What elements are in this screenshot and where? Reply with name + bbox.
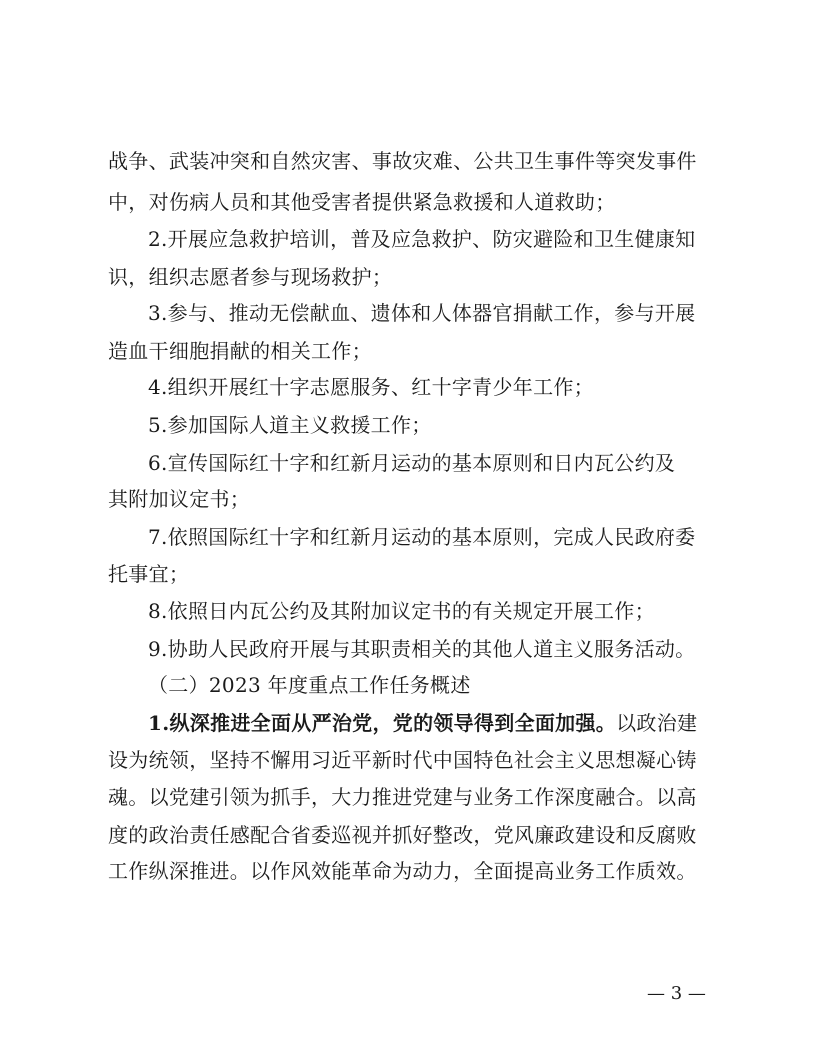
- text-line: [0, 486, 816, 512]
- text-line: [0, 189, 816, 215]
- text-line: [0, 226, 816, 252]
- page-number: — 3 —: [647, 983, 706, 1004]
- section-heading: [0, 672, 816, 698]
- text-line: [0, 747, 816, 773]
- text-line: [0, 412, 816, 438]
- line-text: 3.参与、推动无偿献血、遗体和人体器官捐献工作，参与开展: [148, 301, 696, 325]
- line-text: 中，对伤病人员和其他受害者提供紧急救援和人道救助；: [108, 190, 616, 214]
- text-line: [0, 822, 816, 848]
- line-text: 5.参加国际人道主义救援工作；: [148, 413, 432, 437]
- line-text: 9.协助人民政府开展与其职责相关的其他人道主义服务活动。: [148, 637, 696, 661]
- line-text: 识，组织志愿者参与现场救护；: [108, 265, 393, 289]
- line-text: 6.宣传国际红十字和红新月运动的基本原则和日内瓦公约及: [148, 451, 676, 475]
- line-text: 2.开展应急救护培训，普及应急救护、防灾避险和卫生健康知: [148, 227, 696, 251]
- text-line: [0, 450, 816, 476]
- text-line: [0, 561, 816, 587]
- text-line: [0, 374, 816, 400]
- text-line: [0, 636, 816, 662]
- line-text: 战争、武装冲突和自然灾害、事故灾难、公共卫生事件等突发事件: [108, 149, 697, 173]
- text-line: [0, 300, 816, 326]
- text-line: [0, 598, 816, 624]
- text-line: [0, 784, 816, 810]
- line-text: 托事宜；: [108, 562, 190, 586]
- line-text: 度的政治责任感配合省委巡视并抓好整改，党风廉政建设和反腐败: [108, 823, 697, 847]
- line-text: 魂。以党建引领为抓手，大力推进党建与业务工作深度融合。以高: [108, 785, 697, 809]
- line-text: 8.依照日内瓦公约及其附加议定书的有关规定开展工作；: [148, 599, 655, 623]
- bold-lead-text: 1.纵深推进全面从严治党，党的领导得到全面加强。: [148, 711, 617, 735]
- line-text: 4.组织开展红十字志愿服务、红十字青少年工作；: [148, 375, 594, 399]
- text-line: [0, 524, 816, 550]
- line-text: 其附加议定书；: [108, 487, 251, 511]
- section-heading-text: （二）2023 年度重点工作任务概述: [148, 673, 471, 697]
- text-line: [0, 264, 816, 290]
- line-text: 工作纵深推进。以作风效能革命为动力，全面提高业务工作质效。: [108, 859, 697, 883]
- text-line: [0, 148, 816, 174]
- line-text: 以政治建: [616, 711, 698, 735]
- line-text: 设为统领，坚持不懈用习近平新时代中国特色社会主义思想凝心铸: [108, 748, 697, 772]
- text-line: [0, 858, 816, 884]
- line-text: 7.依照国际红十字和红新月运动的基本原则，完成人民政府委: [148, 525, 696, 549]
- text-line: [0, 338, 816, 364]
- text-line: [0, 710, 816, 736]
- line-text: 造血干细胞捐献的相关工作；: [108, 339, 372, 363]
